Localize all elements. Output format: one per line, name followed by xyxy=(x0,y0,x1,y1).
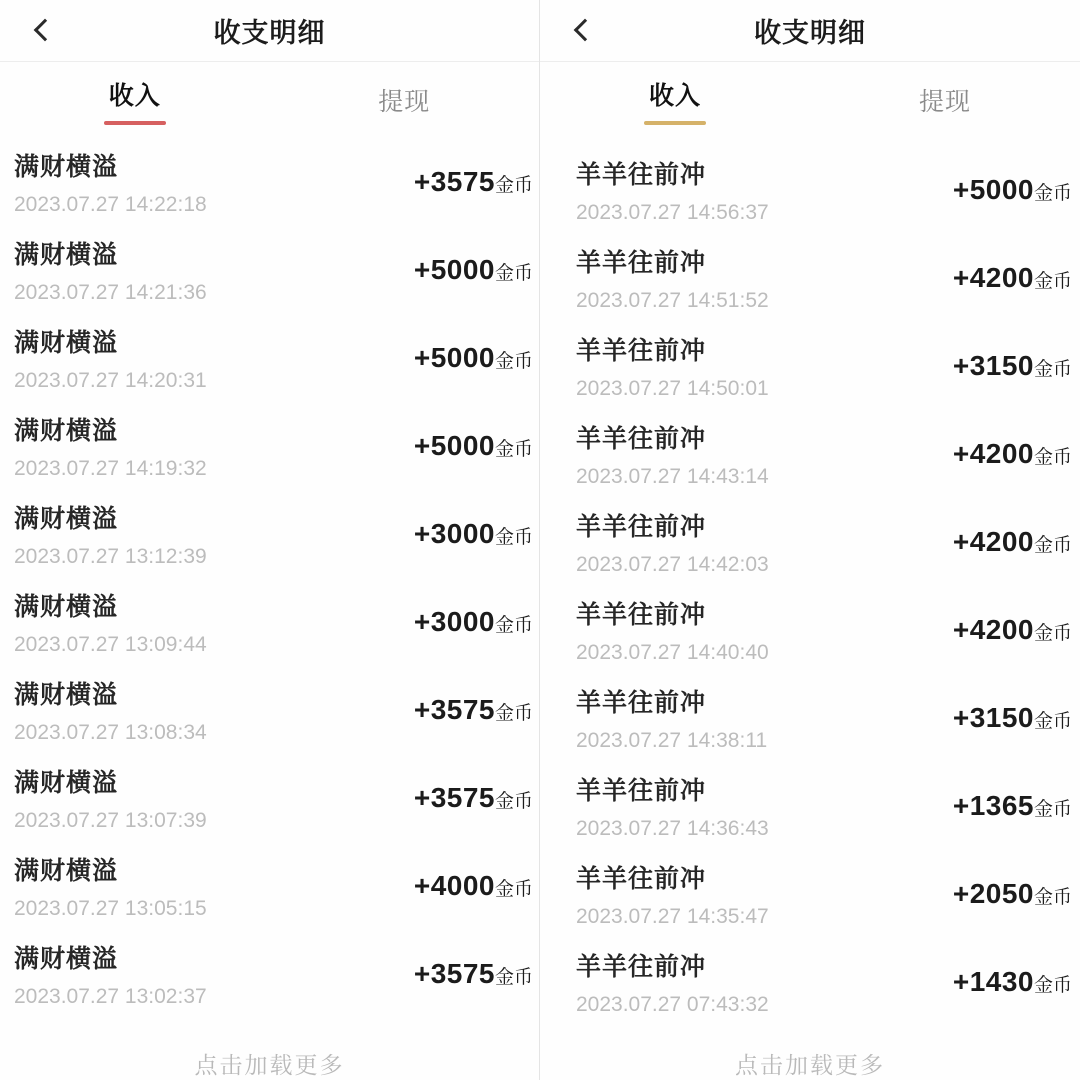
txn-info xyxy=(14,235,207,305)
txn-amount xyxy=(953,702,1072,734)
txn-info xyxy=(576,155,769,225)
txn-source-name: 羊羊往前冲 xyxy=(576,161,707,189)
txn-info xyxy=(14,939,207,1009)
txn-amount-value: +3575 xyxy=(413,782,495,813)
table-row xyxy=(0,842,539,930)
txn-info xyxy=(576,595,769,665)
table-row xyxy=(0,402,539,490)
txn-amount xyxy=(414,958,533,990)
txn-amount-unit: 金币 xyxy=(494,967,533,988)
txn-amount-unit: 金币 xyxy=(494,263,533,284)
txn-amount xyxy=(414,342,533,374)
table-row xyxy=(0,754,539,842)
txn-source-name: 羊羊往前冲 xyxy=(576,865,707,893)
txn-info xyxy=(576,947,769,1017)
table-row xyxy=(540,146,1080,234)
table-row xyxy=(0,578,539,666)
txn-info xyxy=(576,419,769,489)
txn-amount-value: +3150 xyxy=(952,702,1034,733)
txn-source-name: 满财横溢 xyxy=(14,593,119,621)
tab-active-underline xyxy=(644,121,706,125)
txn-amount-value: +2050 xyxy=(952,878,1034,909)
load-more-button[interactable]: 点击加载更多 xyxy=(194,1052,345,1078)
tab-income-label: 收入 xyxy=(648,81,701,110)
txn-amount-value: +5000 xyxy=(413,254,495,285)
table-row xyxy=(0,314,539,402)
txn-timestamp: 2023.07.27 14:19:32 xyxy=(14,457,207,480)
txn-info xyxy=(14,763,207,833)
table-row xyxy=(540,586,1080,674)
txn-amount-unit: 金币 xyxy=(494,351,533,372)
tab-active-underline xyxy=(104,121,166,125)
tab-withdraw-label: 提现 xyxy=(378,88,431,116)
txn-source-name: 满财横溢 xyxy=(14,329,119,357)
txn-info xyxy=(14,411,207,481)
txn-info xyxy=(576,859,769,929)
tab-withdraw[interactable] xyxy=(810,82,1080,118)
table-row xyxy=(540,410,1080,498)
load-more-button[interactable]: 点击加载更多 xyxy=(735,1052,885,1078)
txn-source-name: 羊羊往前冲 xyxy=(576,513,707,541)
txn-timestamp: 2023.07.27 13:07:39 xyxy=(14,809,207,832)
txn-amount-value: +3150 xyxy=(952,350,1034,381)
ledger-panel-right xyxy=(540,0,1080,1080)
table-row xyxy=(0,930,539,1018)
tab-income[interactable] xyxy=(0,76,270,125)
txn-amount-unit: 金币 xyxy=(1033,271,1072,292)
table-row xyxy=(0,138,539,226)
txn-amount-unit: 金币 xyxy=(1033,359,1072,380)
page-title: 收支明细 xyxy=(754,18,866,48)
txn-source-name: 满财横溢 xyxy=(14,769,119,797)
txn-amount-unit: 金币 xyxy=(1033,711,1072,732)
txn-timestamp: 2023.07.27 14:56:37 xyxy=(576,201,769,224)
txn-amount xyxy=(414,870,533,902)
txn-amount xyxy=(953,966,1072,998)
txn-amount xyxy=(953,350,1072,382)
txn-amount-unit: 金币 xyxy=(494,703,533,724)
txn-info xyxy=(14,587,207,657)
txn-timestamp: 2023.07.27 14:22:18 xyxy=(14,193,207,216)
txn-amount-unit: 金币 xyxy=(494,175,533,196)
txn-info xyxy=(14,323,207,393)
tab-withdraw[interactable] xyxy=(270,82,540,118)
txn-amount-unit: 金币 xyxy=(494,439,533,460)
txn-timestamp: 2023.07.27 14:38:11 xyxy=(576,729,768,752)
txn-source-name: 羊羊往前冲 xyxy=(576,777,707,805)
txn-info xyxy=(14,499,207,569)
txn-timestamp: 2023.07.27 14:20:31 xyxy=(14,369,207,392)
txn-timestamp: 2023.07.27 14:40:40 xyxy=(576,641,769,664)
txn-amount-value: +3000 xyxy=(413,518,495,549)
txn-timestamp: 2023.07.27 13:05:15 xyxy=(14,897,207,920)
tab-income-label: 收入 xyxy=(108,81,161,110)
app-header xyxy=(0,0,539,62)
txn-source-name: 羊羊往前冲 xyxy=(576,425,707,453)
back-button[interactable] xyxy=(24,12,60,48)
txn-amount xyxy=(953,438,1072,470)
txn-amount-value: +5000 xyxy=(413,342,495,373)
txn-info xyxy=(576,683,767,753)
txn-amount xyxy=(953,790,1072,822)
txn-amount-unit: 金币 xyxy=(1033,447,1072,468)
txn-info xyxy=(14,147,207,217)
txn-source-name: 满财横溢 xyxy=(14,241,119,269)
txn-amount xyxy=(414,606,533,638)
back-chevron-icon xyxy=(34,19,57,42)
txn-amount xyxy=(953,614,1072,646)
txn-timestamp: 2023.07.27 14:35:47 xyxy=(576,905,769,928)
txn-amount-value: +3575 xyxy=(413,958,495,989)
txn-amount-value: +4200 xyxy=(952,262,1034,293)
table-row xyxy=(540,322,1080,410)
txn-source-name: 羊羊往前冲 xyxy=(576,601,707,629)
txn-amount xyxy=(953,526,1072,558)
txn-timestamp: 2023.07.27 14:21:36 xyxy=(14,281,207,304)
txn-source-name: 满财横溢 xyxy=(14,417,119,445)
txn-amount xyxy=(953,878,1072,910)
txn-amount-unit: 金币 xyxy=(1033,183,1072,204)
back-chevron-icon xyxy=(574,19,597,42)
txn-timestamp: 2023.07.27 14:36:43 xyxy=(576,817,769,840)
txn-source-name: 满财横溢 xyxy=(14,681,119,709)
table-row xyxy=(0,666,539,754)
txn-amount xyxy=(414,166,533,198)
transaction-list xyxy=(0,138,539,1025)
txn-source-name: 满财横溢 xyxy=(14,945,119,973)
txn-amount-unit: 金币 xyxy=(1033,887,1072,908)
tab-bar xyxy=(0,62,539,138)
back-button[interactable] xyxy=(564,12,600,48)
txn-amount xyxy=(953,262,1072,294)
table-row xyxy=(540,234,1080,322)
txn-amount-value: +4200 xyxy=(952,438,1034,469)
txn-amount-value: +1365 xyxy=(952,790,1034,821)
txn-source-name: 满财横溢 xyxy=(14,153,119,181)
txn-timestamp: 2023.07.27 13:02:37 xyxy=(14,985,207,1008)
table-row xyxy=(540,762,1080,850)
txn-amount xyxy=(953,174,1072,206)
txn-info xyxy=(576,507,769,577)
txn-timestamp: 2023.07.27 13:12:39 xyxy=(14,545,207,568)
txn-source-name: 羊羊往前冲 xyxy=(576,249,707,277)
txn-timestamp: 2023.07.27 14:50:01 xyxy=(576,377,769,400)
txn-amount-value: +3000 xyxy=(413,606,495,637)
txn-timestamp: 2023.07.27 14:51:52 xyxy=(576,289,769,312)
table-row xyxy=(0,490,539,578)
txn-info xyxy=(14,675,207,745)
table-row xyxy=(540,938,1080,1026)
txn-amount-unit: 金币 xyxy=(494,791,533,812)
txn-amount xyxy=(414,430,533,462)
tab-bar xyxy=(540,62,1080,138)
txn-timestamp: 2023.07.27 14:42:03 xyxy=(576,553,769,576)
txn-source-name: 满财横溢 xyxy=(14,505,119,533)
txn-amount xyxy=(414,518,533,550)
txn-source-name: 满财横溢 xyxy=(14,857,119,885)
txn-amount-value: +4200 xyxy=(952,526,1034,557)
txn-amount-unit: 金币 xyxy=(1033,535,1072,556)
table-row xyxy=(540,850,1080,938)
txn-amount-value: +5000 xyxy=(413,430,495,461)
txn-amount-value: +4000 xyxy=(413,870,495,901)
txn-amount-unit: 金币 xyxy=(494,879,533,900)
transaction-list xyxy=(540,138,1080,1043)
txn-source-name: 羊羊往前冲 xyxy=(576,689,707,717)
txn-timestamp: 2023.07.27 13:08:34 xyxy=(14,721,207,744)
txn-source-name: 羊羊往前冲 xyxy=(576,337,707,365)
tab-withdraw-label: 提现 xyxy=(918,88,971,116)
page-title: 收支明细 xyxy=(213,18,326,48)
txn-amount-unit: 金币 xyxy=(1033,975,1072,996)
txn-amount-unit: 金币 xyxy=(1033,799,1072,820)
txn-amount-value: +3575 xyxy=(413,694,495,725)
txn-source-name: 羊羊往前冲 xyxy=(576,953,707,981)
txn-amount-unit: 金币 xyxy=(494,615,533,636)
txn-amount-unit: 金币 xyxy=(1033,623,1072,644)
app-header xyxy=(540,0,1080,62)
tab-income[interactable] xyxy=(540,76,810,125)
txn-amount xyxy=(414,782,533,814)
txn-timestamp: 2023.07.27 14:43:14 xyxy=(576,465,769,488)
txn-amount-value: +4200 xyxy=(952,614,1034,645)
table-row xyxy=(0,226,539,314)
txn-amount xyxy=(414,254,533,286)
txn-info xyxy=(576,243,769,313)
txn-timestamp: 2023.07.27 13:09:44 xyxy=(14,633,207,656)
table-row xyxy=(540,674,1080,762)
txn-amount-value: +1430 xyxy=(952,966,1034,997)
txn-amount xyxy=(414,694,533,726)
txn-timestamp: 2023.07.27 07:43:32 xyxy=(576,993,769,1016)
txn-info xyxy=(576,331,769,401)
txn-info xyxy=(576,771,769,841)
txn-amount-value: +3575 xyxy=(413,166,495,197)
txn-amount-value: +5000 xyxy=(952,174,1034,205)
txn-amount-unit: 金币 xyxy=(494,527,533,548)
table-row xyxy=(540,498,1080,586)
txn-info xyxy=(14,851,207,921)
